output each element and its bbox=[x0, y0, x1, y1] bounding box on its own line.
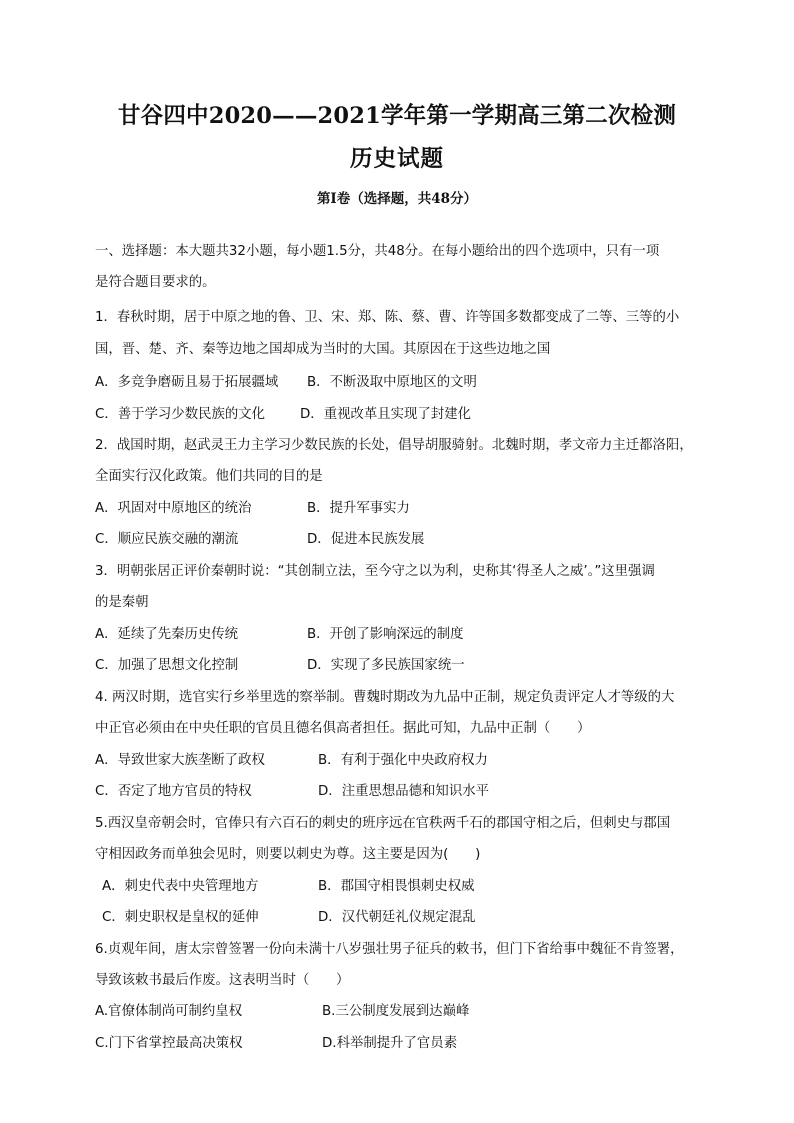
question-3-option-a: A．延续了先秦历史传统 bbox=[95, 627, 239, 642]
question-4-option-b: B．有利于强化中央政府权力 bbox=[318, 753, 488, 768]
question-1-stem-line-1: 1．春秋时期，居于中原之地的鲁、卫、宋、郑、陈、蔡、曹、许等国多数都变成了二等、三等的小 bbox=[95, 310, 680, 325]
exam-title: 甘谷四中2020——2021学年第一学期高三第二次检测 bbox=[117, 103, 677, 129]
question-6-option-d: D.科举制提升了官员素 bbox=[322, 1036, 458, 1051]
question-5-option-b: B．郡国守相畏惧刺史权威 bbox=[318, 879, 475, 894]
question-2-option-d: D．促进本民族发展 bbox=[307, 532, 425, 547]
question-4-option-d: D．注重思想品德和知识水平 bbox=[318, 784, 489, 799]
question-1-option-c: C．善于学习少数民族的文化 bbox=[95, 407, 266, 422]
question-5-stem-line-2: 守相因政务而单独会见时，则要以刺史为尊。这主要是因为( ) bbox=[95, 847, 481, 862]
question-3-stem-line-2: 的是秦朝 bbox=[95, 595, 149, 610]
question-4-option-a: A．导致世家大族垄断了政权 bbox=[95, 753, 265, 768]
question-5-option-c: C．刺史职权是皇权的延伸 bbox=[102, 910, 259, 925]
question-6-option-b: B.三公制度发展到达巅峰 bbox=[322, 1004, 470, 1019]
question-3-option-c: C．加强了思想文化控制 bbox=[95, 658, 239, 673]
question-2-option-c: C．顺应民族交融的潮流 bbox=[95, 532, 239, 547]
question-2-stem-line-2: 全面实行汉化政策。他们共同的目的是 bbox=[95, 469, 323, 484]
instructions-line-1: 一、选择题：本大题共32小题，每小题1.5分，共48分。在每小题给出的四个选项中，只有一项 bbox=[95, 244, 660, 259]
question-5-stem-line-1: 5.西汉皇帝朝会时，官俸只有六百石的刺史的班序远在官秩两千石的郡国守相之后，但刺史与郡国 bbox=[95, 816, 671, 831]
question-6-stem-line-2: 导致该敕书最后作废。这表明当时（ ） bbox=[95, 973, 350, 988]
section-heading: 第Ⅰ卷（选择题，共48分） bbox=[316, 191, 478, 207]
question-3-option-b: B．开创了影响深远的制度 bbox=[307, 627, 464, 642]
instructions-line-2: 是符合题目要求的。 bbox=[95, 275, 216, 290]
question-5-option-d: D．汉代朝廷礼仪规定混乱 bbox=[318, 910, 476, 925]
question-6-option-c: C.门下省掌控最高决策权 bbox=[95, 1036, 243, 1051]
question-2-option-b: B．提升军事实力 bbox=[307, 501, 410, 516]
question-1-option-d: D．重视改革且实现了封建化 bbox=[300, 407, 471, 422]
question-6-stem-line-1: 6.贞观年间，唐太宗曾签署一份向未满十八岁强壮男子征兵的敕书，但门下省给事中魏征不肯签署， bbox=[95, 942, 684, 957]
question-5-option-a: A．刺史代表中央管理地方 bbox=[102, 879, 259, 894]
question-3-option-d: D．实现了多民族国家统一 bbox=[307, 658, 465, 673]
question-1-option-a: A．多竞争磨砺且易于拓展疆域 bbox=[95, 375, 279, 390]
question-1-stem-line-2: 国，晋、楚、齐、秦等边地之国却成为当时的大国。其原因在于这些边地之国 bbox=[95, 342, 551, 357]
question-2-stem-line-1: 2．战国时期，赵武灵王力主学习少数民族的长处，倡导胡服骑射。北魏时期，孝文帝力主迁都洛阳， bbox=[95, 438, 693, 453]
question-1-option-b: B．不断汲取中原地区的文明 bbox=[307, 375, 477, 390]
subject-title: 历史试题 bbox=[349, 146, 444, 172]
question-6-option-a: A.官僚体制尚可制约皇权 bbox=[95, 1004, 243, 1019]
question-3-stem-line-1: 3．明朝张居正评价秦朝时说：“其创制立法，至今守之以为利，史称其‘得圣人之威’。”这里强调 bbox=[95, 564, 655, 579]
question-4-option-c: C．否定了地方官员的特权 bbox=[95, 784, 252, 799]
question-2-option-a: A．巩固对中原地区的统治 bbox=[95, 501, 252, 516]
question-4-stem-line-2: 中正官必须由在中央任职的官员且德名俱高者担任。据此可知，九品中正制（ ） bbox=[95, 721, 591, 736]
question-4-stem-line-1: 4. 两汉时期，选官实行乡举里选的察举制。曹魏时期改为九品中正制，规定负责评定人才等级的大 bbox=[95, 690, 675, 705]
